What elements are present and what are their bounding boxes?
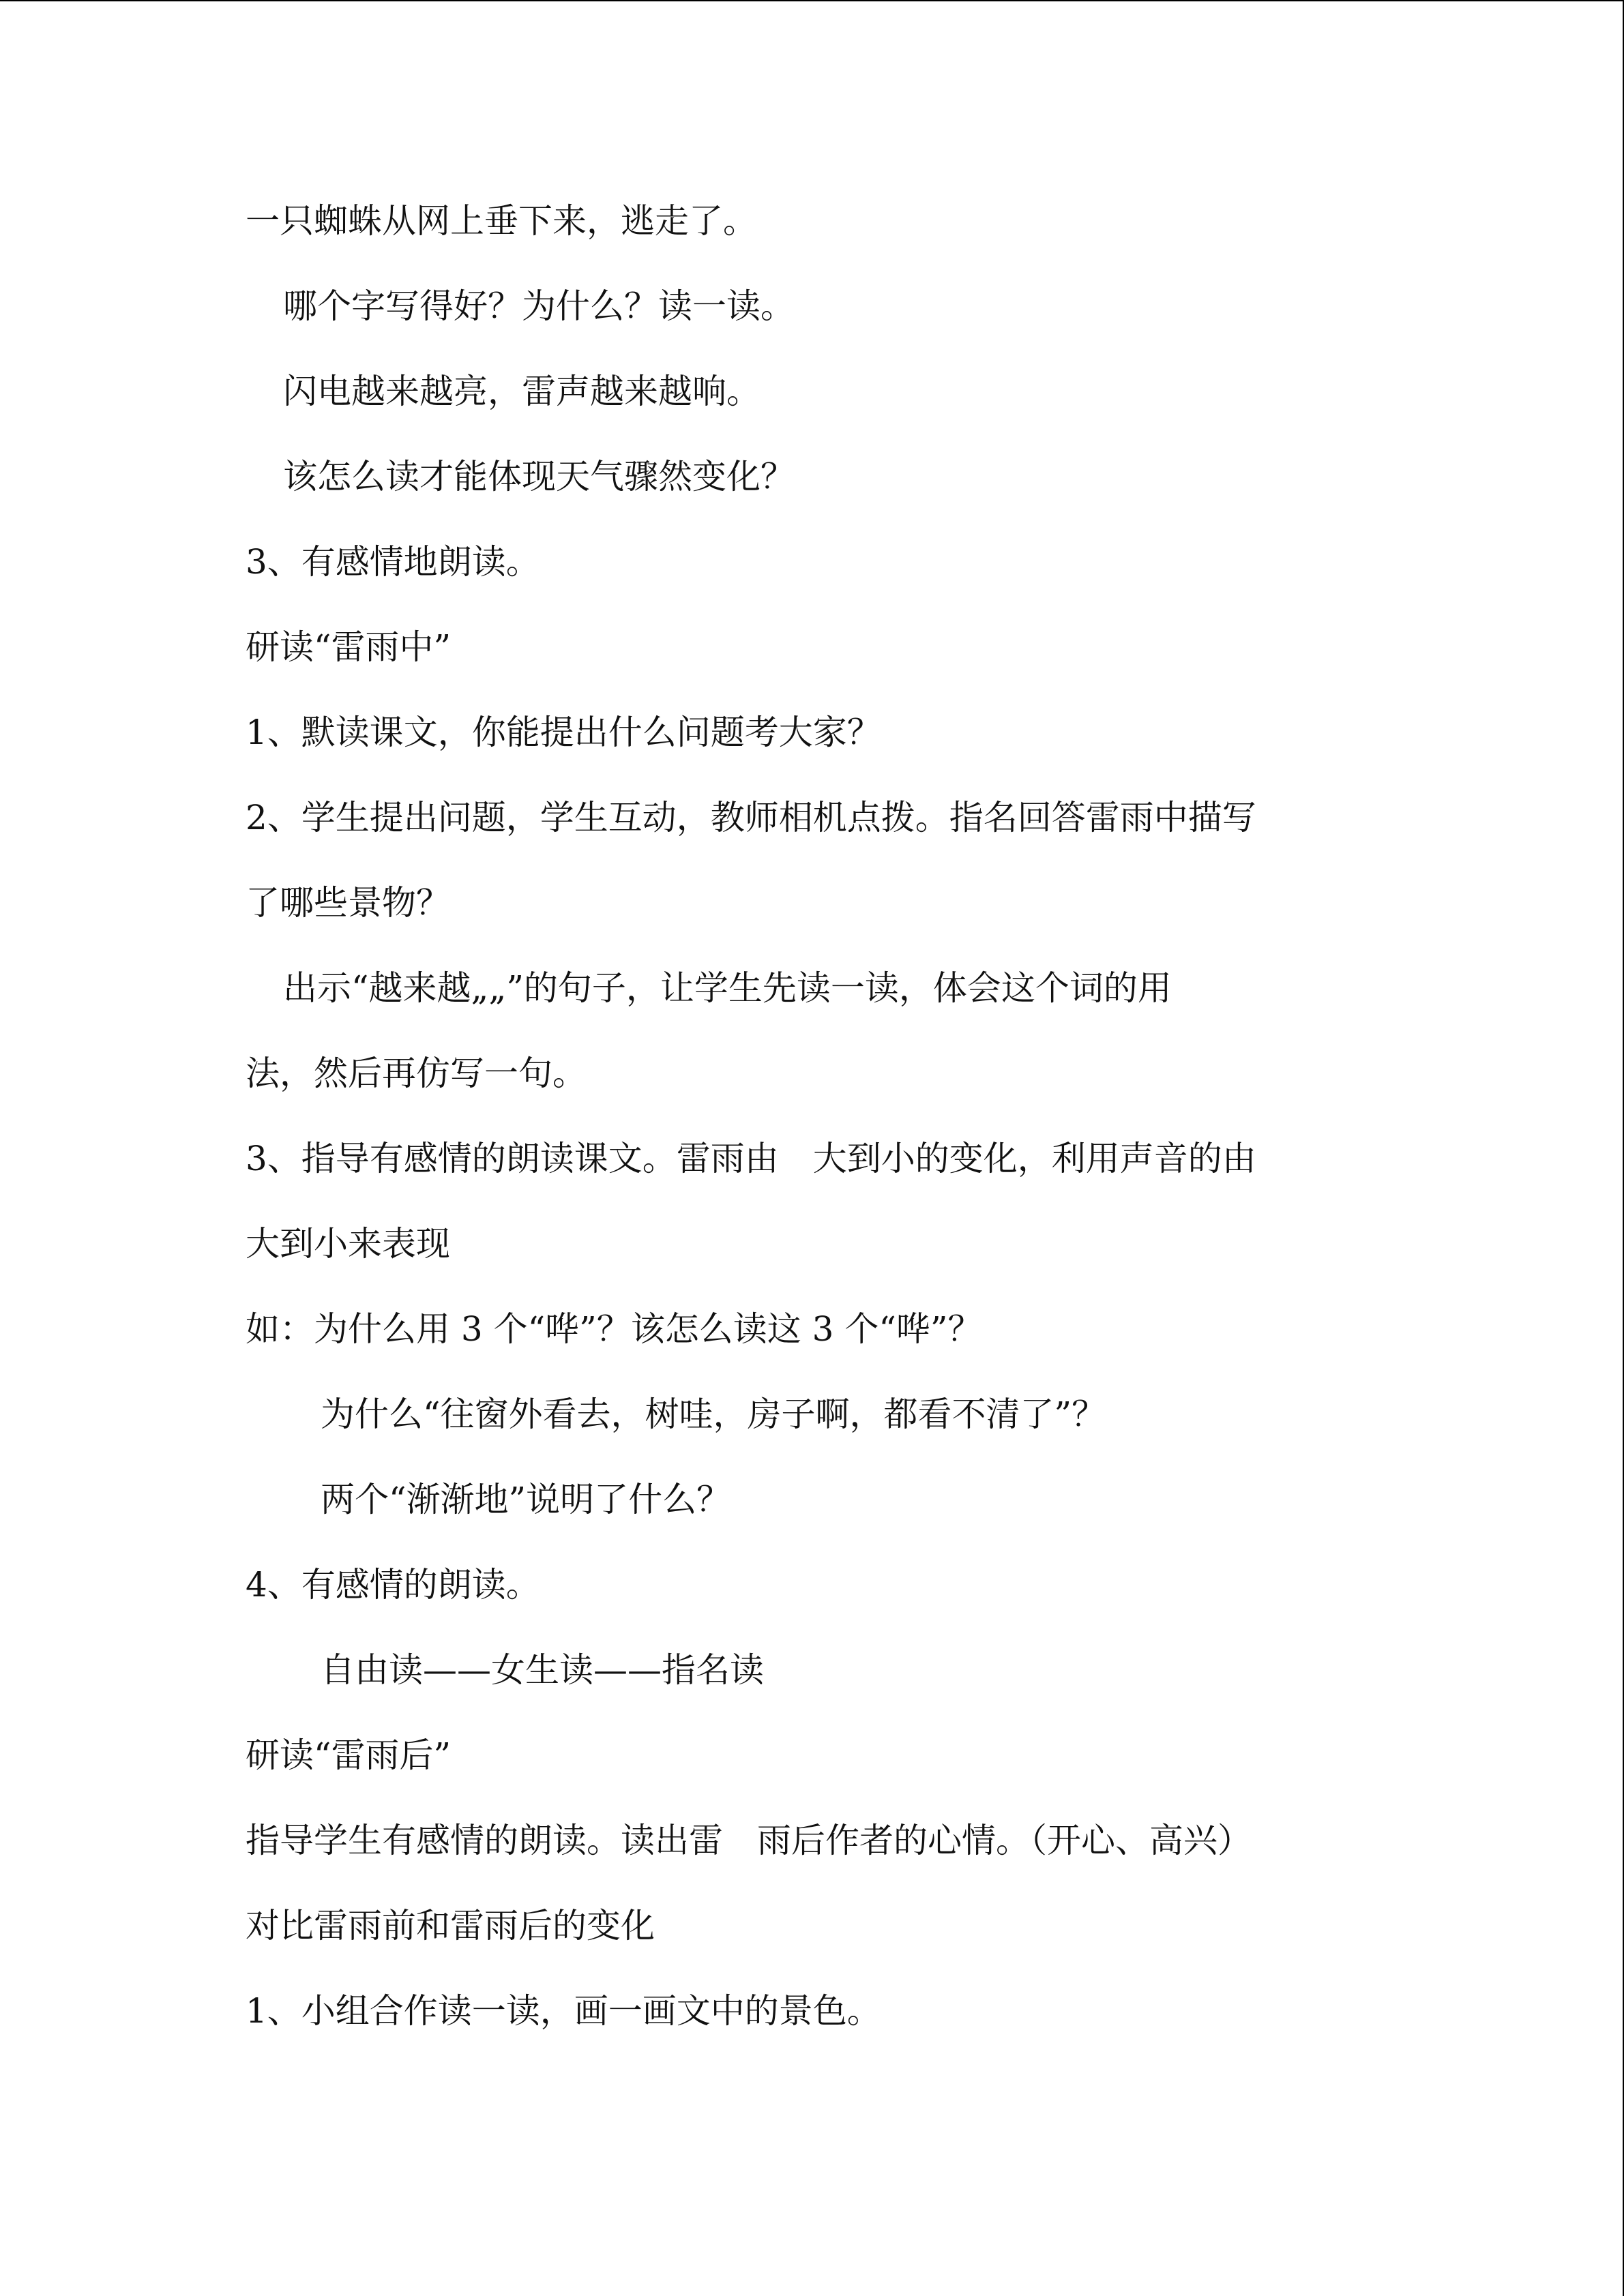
text-line-9: 了哪些景物？ bbox=[246, 883, 450, 923]
text-line-17: 4、有感情的朗读。 bbox=[246, 1565, 540, 1605]
text-line-15: 为什么“往窗外看去，树哇，房子啊，都看不清了”？ bbox=[321, 1395, 1106, 1434]
text-line-22: 1、小组合作读一读，画一画文中的景色。 bbox=[246, 1991, 881, 2031]
text-line-3: 闪电越来越亮，雷声越来越响。 bbox=[283, 372, 761, 411]
text-line-16: 两个“渐渐地”说明了什么？ bbox=[321, 1480, 731, 1519]
section-heading-during-storm: 研读“雷雨中” bbox=[246, 627, 452, 667]
text-line-10: 出示“越来越„„”的句子，让学生先读一读，体会这个词的用 bbox=[283, 968, 1172, 1008]
document-body bbox=[246, 179, 1405, 2054]
text-line-7: 1、默读课文，你能提出什么问题考大家？ bbox=[246, 713, 881, 752]
text-line-8: 2、学生提出问题，学生互动，教师相机点拨。指名回答雷雨中描写 bbox=[246, 798, 1256, 837]
text-line-12: 3、指导有感情的朗读课文。雷雨由 大到小的变化，利用声音的由 bbox=[246, 1139, 1256, 1178]
text-line-5: 3、有感情地朗读。 bbox=[246, 542, 540, 582]
text-line-21: 对比雷雨前和雷雨后的变化 bbox=[246, 1906, 655, 1945]
text-line-11: 法，然后再仿写一句。 bbox=[246, 1054, 587, 1093]
text-line-1: 一只蜘蛛从网上垂下来，逃走了。 bbox=[246, 201, 757, 241]
section-heading-after-storm: 研读“雷雨后” bbox=[246, 1735, 452, 1775]
text-line-13: 大到小来表现 bbox=[246, 1224, 450, 1264]
text-line-18: 自由读——女生读——指名读 bbox=[321, 1650, 764, 1690]
text-line-4: 该怎么读才能体现天气骤然变化？ bbox=[283, 457, 795, 496]
text-line-20: 指导学生有感情的朗读。读出雷 雨后作者的心情。（开心、高兴） bbox=[246, 1821, 1252, 1860]
text-line-14: 如：为什么用 3 个“哗”？该怎么读这 3 个“哗”？ bbox=[246, 1309, 982, 1349]
text-line-2: 哪个字写得好？为什么？读一读。 bbox=[283, 286, 795, 326]
